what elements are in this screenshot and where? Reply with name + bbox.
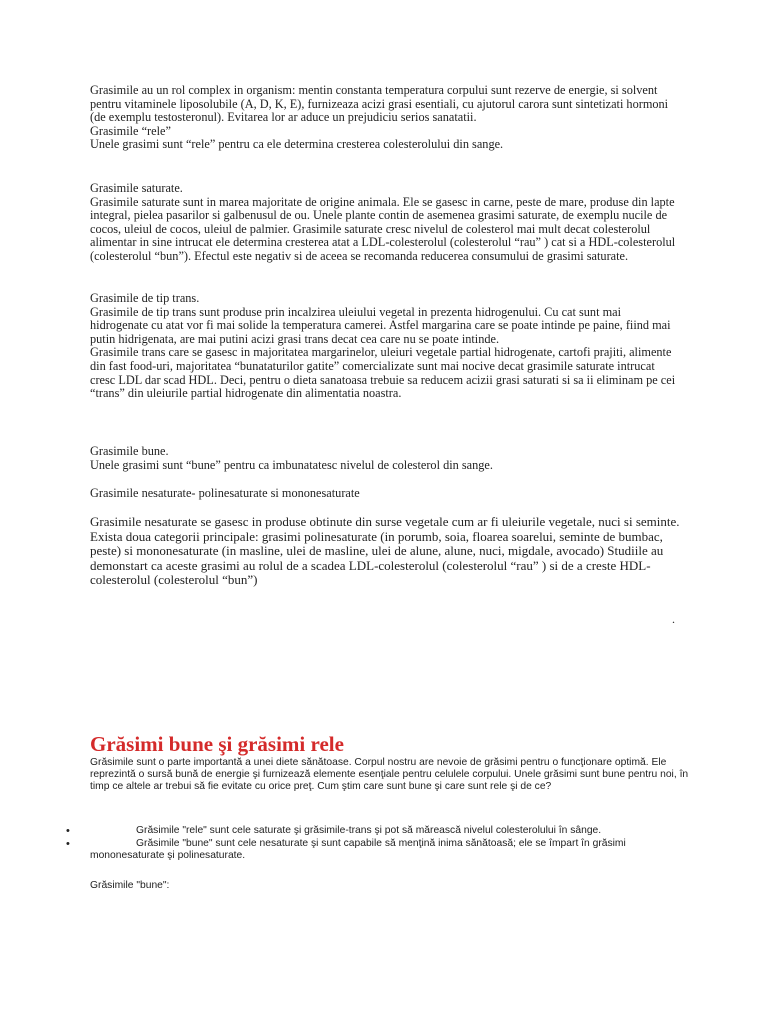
article-heading: Grăsimi bune şi grăsimi rele bbox=[90, 732, 344, 756]
nesaturate-text-block bbox=[90, 515, 682, 588]
nesaturate-title-block bbox=[90, 487, 682, 501]
saturate-section bbox=[90, 182, 682, 264]
bullet-text-bune: Grăsimile "bune" sunt cele nesaturate şi sunt capabile să menţină inima sănătoasă; ele se împart în grăsimi mononesaturate şi polinesaturate. bbox=[90, 838, 626, 862]
nesaturate-title: Grasimile nesaturate- polinesaturate si mononesaturate bbox=[90, 486, 360, 500]
rele-title: Grasimile “rele” bbox=[90, 123, 171, 138]
trans-text-1: Grasimile de tip trans sunt produse prin incalzirea uleiului vegetal in prezenta hidrogenului. Cu cat sunt mai hidrogenate cu atat vor fi mai solide la temperatura camerei. Astfel margarina care se poate intinde pe paine, fiind mai putin hidrigenata, are mai putini acizi grasi trans decat cea care nu se poate intinde. bbox=[90, 304, 671, 346]
bune-section bbox=[90, 445, 682, 472]
trans-text-2: Grasimile trans care se gasesc in majoritatea margarinelor, uleiuri vegetale partial hidrogenate, cartofi prajiti, alimente din fast food-uri, majoritatea “bunataturilor gatite” comercializate sunt mai nocive decat grasimile saturate intrucat cresc LDL dar scad HDL. Deci, pentru o dieta sanatoasa trebuie sa reducem acizii grasi saturati si sa ii eliminam pe cei “trans” din uleiurile partial hidrogenate din alimentatia noastra. bbox=[90, 345, 676, 401]
article-lead: Grăsimile sunt o parte importantă a unei diete sănătoase. Corpul nostru are nevoie de grăsimi pentru o funcţionare optimă. Ele reprezintă o sursă bună de energie şi furnizează elemente esenţiale pentru celulele corpului. Unele grăsimi sunt bune pentru noi, în timp ce altele ar trebui să fie evitate cu orice preţ. Cum ştim care sunt bune şi care sunt rele şi de ce? bbox=[90, 757, 689, 793]
intro-section bbox=[90, 84, 682, 152]
rele-text: Unele grasimi sunt “rele” pentru ca ele determina cresterea colesterolului din sange. bbox=[90, 137, 504, 152]
bune-title: Grasimile bune. bbox=[90, 444, 169, 458]
saturate-text: Grasimile saturate sunt in marea majoritate de origine animala. Ele se gasesc in carne, peste de mare, produse din lapte integral, pielea pasarilor si galbenusul de ou. Unele plante contin de asemenea grasimi saturate, de exemplu nucile de cocos, uleiul de cocos, uleiul de palmier. Grasimile saturate cresc nivelul de colesterol mai mult decat colesterolul alimentar in sine intrucat ele determina cresterea atat a LDL-colesterolul (colesterolul “rau” ) cat si a HDL-colesterolul (colesterolul “bun”). Efectul este negativ si de aceea se recomanda reducerea consumului de grasimi saturate. bbox=[90, 194, 676, 263]
nesaturate-text: Grasimile nesaturate se gasesc in produse obtinute din surse vegetale cum ar fi uleiurile vegetale, nuci si seminte. Exista doua categorii principale: grasimi polinesaturate (in porumb, soia, floarea soarelui, seminte de bumbac, peste) si mononesaturate (in masline, ulei de masline, ulei de alune, alune, nuci, migdale, avocado) Studiile au demonstart ca aceste grasimi au rolul de a scadea LDL-colesterolul (colesterolul “rau” ) si de a creste HDL-colesterolul (colesterolul “bun”) bbox=[90, 514, 680, 587]
list-item bbox=[0, 838, 768, 862]
list-item bbox=[0, 825, 768, 837]
bune-text: Unele grasimi sunt “bune” pentru ca imbunatatesc nivelul de colesterol din sange. bbox=[90, 457, 493, 472]
bullet-icon: • bbox=[66, 838, 70, 851]
saturate-title: Grasimile saturate. bbox=[90, 181, 183, 195]
intro-paragraph: Grasimile au un rol complex in organism: mentin constanta temperatura corpului sunt rezerve de energie, si solvent pentru vitaminele liposolubile (A, D, K, E), furnizeaza acizi grasi esentiali, cu ajutorul carora sunt sintetizati hormoni (de exemplu testosteronul). Evitarea lor ar aduce un prejudiciu serios sanatatii. bbox=[90, 83, 669, 125]
trans-section bbox=[90, 292, 682, 401]
article-bullet-list bbox=[0, 825, 768, 864]
stray-dot: . bbox=[672, 612, 675, 626]
trans-title: Grasimile de tip trans. bbox=[90, 291, 200, 305]
bullet-icon: • bbox=[66, 825, 70, 837]
bune-sub-label: Grăsimile "bune": bbox=[90, 880, 170, 891]
bullet-text-rele: Grăsimile "rele" sunt cele saturate şi grăsimile-trans şi pot să mărească nivelul colesterolului în sânge. bbox=[136, 825, 602, 836]
